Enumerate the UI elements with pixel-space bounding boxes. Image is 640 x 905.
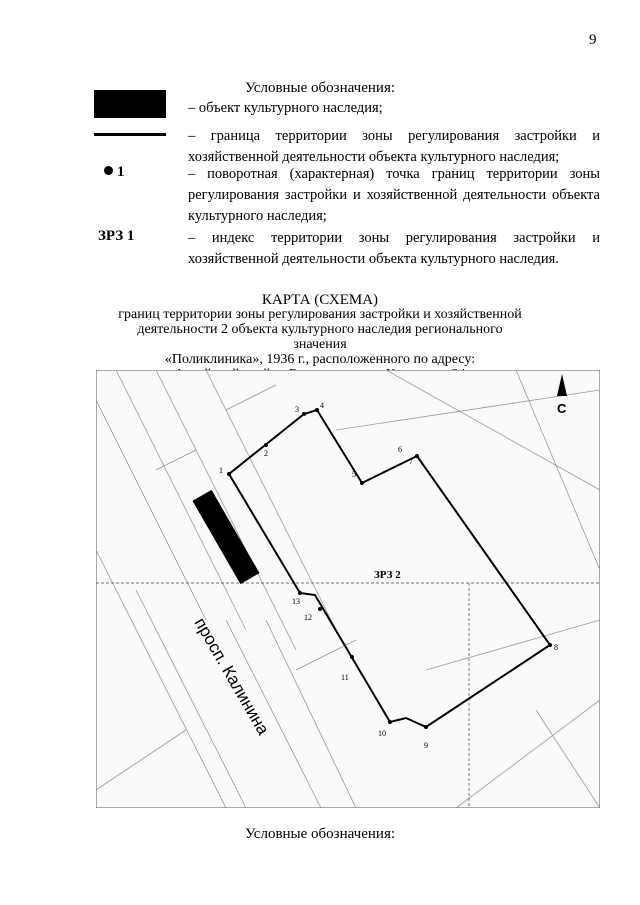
legend-item-turning-point: – поворотная (характерная) точка границ территории зоны регулирования застройки и хозяйственной деятельности объекта культурного наследия; xyxy=(188,166,600,224)
point-label-5: 5 xyxy=(352,470,356,479)
turning-point-2 xyxy=(264,443,268,447)
legend-item-boundary: – граница территории зоны регулирования застройки и хозяйственной деятельности объекта культурного наследия; xyxy=(188,128,600,165)
point-label-7: 7 xyxy=(409,457,413,466)
turning-point-9 xyxy=(424,725,428,729)
map-title: КАРТА (СХЕМА) xyxy=(261,292,379,308)
footer-legend-title: Условные обозначения: xyxy=(244,826,396,842)
turning-point-12 xyxy=(318,607,322,611)
point-label-13: 13 xyxy=(292,597,300,606)
turning-point-3 xyxy=(302,412,306,416)
point-label-12: 12 xyxy=(304,613,312,622)
street-label: просп. Калинина xyxy=(190,614,273,739)
boundary-line-symbol xyxy=(94,133,166,136)
cadastral-map xyxy=(96,370,600,808)
point-label-9: 9 xyxy=(424,741,428,750)
legend-item-heritage: – объект культурного наследия; xyxy=(188,100,383,116)
turning-point-8 xyxy=(548,643,552,647)
zone-index-symbol: ЗРЗ 1 xyxy=(98,228,135,244)
north-label: С xyxy=(557,401,567,416)
point-label-8: 8 xyxy=(554,643,558,652)
point-label-11: 11 xyxy=(341,673,349,682)
point-label-1: 1 xyxy=(219,466,223,475)
turning-point-1 xyxy=(227,472,231,476)
turning-point-13 xyxy=(298,591,302,595)
point-label-3: 3 xyxy=(295,405,299,414)
heritage-object-symbol xyxy=(94,90,166,118)
turning-point-11 xyxy=(350,655,354,659)
point-label-4: 4 xyxy=(320,401,324,410)
zone-label: ЗРЗ 2 xyxy=(374,569,401,581)
legend-item-zone-index: – индекс территории зоны регулирования застройки и хозяйственной деятельности объекта культурного наследия. xyxy=(188,230,600,267)
legend-title: Условные обозначения: xyxy=(244,80,396,96)
map-subtitle: границ территории зоны регулирования застройки и хозяйственной деятельности 2 объекта культурного наследия регионального значения «Поликлиника», 1936 г., расположенного по адресу: xyxy=(118,307,522,367)
turning-point-6 xyxy=(415,454,419,458)
point-label-2: 2 xyxy=(264,449,268,458)
turning-point-symbol: 1 xyxy=(104,164,125,181)
point-label-10: 10 xyxy=(378,729,386,738)
turning-point-10 xyxy=(388,720,392,724)
page-number: 9 xyxy=(589,32,597,48)
turning-point-4 xyxy=(315,408,319,412)
turning-point-5 xyxy=(360,481,364,485)
point-label-6: 6 xyxy=(398,445,402,454)
